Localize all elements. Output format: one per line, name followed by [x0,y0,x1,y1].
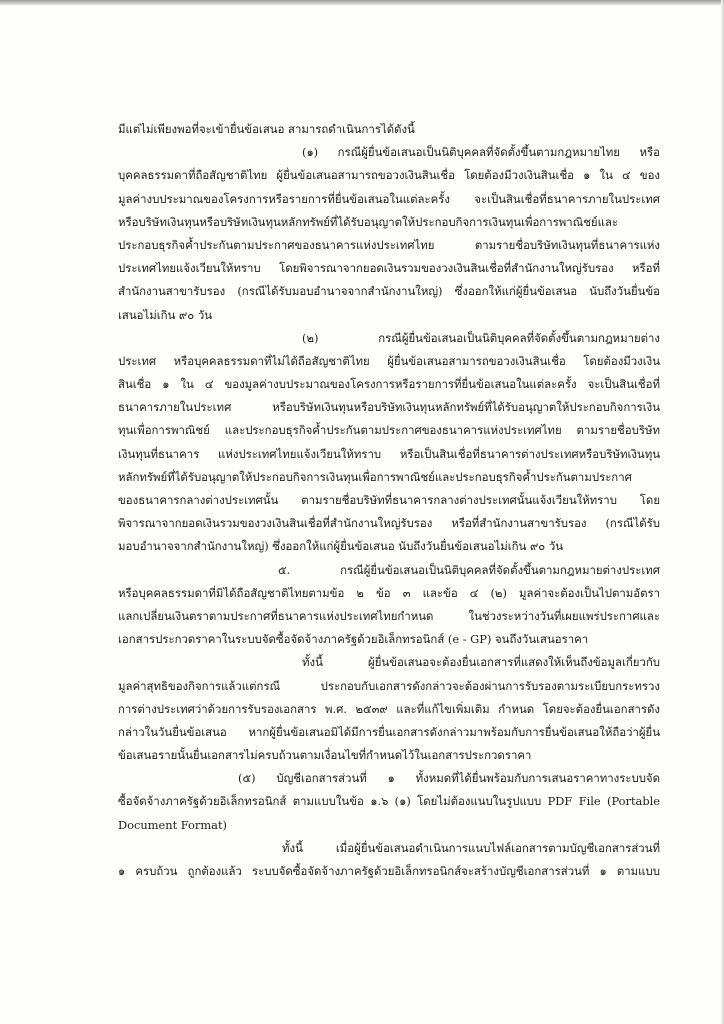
text-line: ประเทศ หรือบุคคลธรรมดาที่ไม่ได้ถือสัญชาติไทย ผู้ยื่นข้อเสนอสามารถขอวงเงินสินเชื่อ โดยต้องมีวงเงิน [118,353,660,368]
text-line: กล่าวในวันยื่นข้อเสนอ หากผู้ยื่นข้อเสนอมิได้มีการยื่นเอกสารดังกล่าวมาพร้อมกับการยื่นข้อเสนอให้ถือว่าผู้ยื่น [118,724,660,739]
text-line: สินเชื่อ ๑ ใน ๔ ของมูลค่างบประมาณของโครงการหรือรายการที่ยื่นข้อเสนอในแต่ละครั้ง จะเป็นสินเชื่อที่ [118,377,660,392]
text-line: บุคคลธรรมดาที่ถือสัญชาติไทย ผู้ยื่นข้อเสนอสามารถขอวงเงินสินเชื่อ โดยต้องมีวงเงินสินเชื่อ ๑ ใน ๔ ของ [118,168,660,183]
text-line: หรือบุคคลธรรมดาที่มิได้ถือสัญชาติไทยตามข้อ ๒ ข้อ ๓ และข้อ ๔ (๒) มูลค่าจะต้องเป็นไปตามอัตรา [118,585,660,600]
text-line: ของธนาคารกลางต่างประเทศนั้น ตามรายชื่อบริษัทที่ธนาคารกลางต่างประเทศนั้นแจ้งเวียนให้ทราบ โดย [118,493,660,507]
text-line: เงินทุนที่ธนาคาร แห่งประเทศไทยแจ้งเวียนให้ทราบ หรือเป็นสินเชื่อที่ธนาคารต่างประเทศหรือบริษัทเงินทุน [118,446,660,461]
text-line: ทั้งนี้ เมื่อผู้ยื่นข้อเสนอดำเนินการแนบไฟล์เอกสารตามบัญชีเอกสารส่วนที่ [282,840,660,855]
text-line: ทุนเพื่อการพาณิชย์ และประกอบธุรกิจค้ำประกันตามประกาศของธนาคารแห่งประเทศไทย ตามรายชื่อบริษัท [118,423,660,438]
text-line: ทั้งนี้ ผู้ยื่นข้อเสนอจะต้องยื่นเอกสารที่แสดงให้เห็นถึงข้อมูลเกี่ยวกับ [302,655,660,670]
document-body [118,118,660,883]
text-line: ซื้อจัดจ้างภาครัฐด้วยอิเล็กทรอนิกส์ ตามแบบในข้อ ๑.๖ (๑) โดยไม่ต้องแนบในรูปแบบ PDF File (Portable [118,794,660,809]
text-line: มูลค่างบประมาณของโครงการหรือรายการที่ยื่นข้อเสนอในแต่ละครั้ง จะเป็นสินเชื่อที่ธนาคารภายในประเทศ [118,191,660,206]
text-line: มีแต่ไม่เพียงพอที่จะเข้ายื่นข้อเสนอ สามารถดำเนินการได้ดังนี้ [118,122,415,136]
text-line: ๕. กรณีผู้ยื่นข้อเสนอเป็นนิติบุคคลที่จัดตั้งขึ้นตามกฎหมายต่างประเทศ [278,562,660,577]
text-line: แลกเปลี่ยนเงินตราตามประกาศที่ธนาคารแห่งประเทศไทยกำหนด ในช่วงระหว่างวันที่เผยแพร่ประกาศและ [118,608,660,623]
text-line: ธนาคารภายในประเทศ หรือบริษัทเงินทุนหรือบริษัทเงินทุนหลักทรัพย์ที่ได้รับอนุญาตให้ประกอบกิจการเงิน [118,400,660,415]
text-line: การต่างประเทศว่าด้วยการรับรองเอกสาร พ.ศ. ๒๕๓๙ และที่แก้ไขเพิ่มเติม กำหนด โดยจะต้องยื่นเอกสารดัง [118,701,660,716]
text-line: หลักทรัพย์ที่ได้รับอนุญาตให้ประกอบกิจการเงินทุนเพื่อการพาณิชย์และประกอบธุรกิจค้ำประกันตามประกาศ [118,469,632,484]
text-line: มูลค่าสุทธิของกิจการแล้วแต่กรณี ประกอบกับเอกสารดังกล่าวจะต้องผ่านการรับรองตามระเบียบกระทรวง [118,678,660,693]
text-line: เสนอไม่เกิน ๙๐ วัน [118,307,213,322]
text-line: พิจารณาจากยอดเงินรวมของวงเงินสินเชื่อที่สำนักงานใหญ่รับรอง หรือที่สำนักงานสาขารับรอง (กรณีได้รับ [118,516,660,531]
text-line: (๒) กรณีผู้ยื่นข้อเสนอเป็นนิติบุคคลที่จัดตั้งขึ้นตามกฎหมายต่าง [302,330,660,345]
text-line: (๕) บัญชีเอกสารส่วนที่ ๑ ทั้งหมดที่ได้ยื่นพร้อมกับการเสนอราคาทางระบบจัด [238,771,660,786]
text-line: ประเทศไทยแจ้งเวียนให้ทราบ โดยพิจารณาจากยอดเงินรวมของวงเงินสินเชื่อที่สำนักงานใหญ่รับรอง หรือที่ [118,261,660,276]
text-line: เอกสารประกวดราคาในระบบจัดซื้อจัดจ้างภาครัฐด้วยอิเล็กทรอนิกส์ (e - GP) จนถึงวันเสนอราคา [118,632,589,647]
scan-edge-shadow [0,0,724,5]
text-line: Document Format) [118,817,227,832]
text-line: มอบอำนาจจากสำนักงานใหญ่) ซึ่งออกให้แก่ผู้ยื่นข้อเสนอ นับถึงวันยื่นข้อเสนอไม่เกิน ๙๐ วัน [118,539,564,554]
text-line: (๑) กรณีผู้ยื่นข้อเสนอเป็นนิติบุคคลที่จัดตั้งขึ้นตามกฎหมายไทย หรือ [302,145,660,160]
text-line: หรือบริษัทเงินทุนหรือบริษัทเงินทุนหลักทรัพย์ที่ได้รับอนุญาตให้ประกอบกิจการเงินทุนเพื่อการพาณิชย์และ [118,214,619,229]
text-line: ประกอบธุรกิจค้ำประกันตามประกาศของธนาคารแห่งประเทศไทย ตามรายชื่อบริษัทเงินทุนที่ธนาคารแห่ง [118,237,660,252]
text-line: สำนักงานสาขารับรอง (กรณีได้รับมอบอำนาจจากสำนักงานใหญ่) ซึ่งออกให้แก่ผู้ยื่นข้อเสนอ นับถึงวันยื่นข้อ [118,284,660,299]
text-line: ข้อเสนอรายนั้นยื่นเอกสารไม่ครบถ้วนตามเงื่อนไขที่กำหนดไว้ในเอกสารประกวดราคา [118,748,532,763]
text-line: ๑ ครบถ้วน ถูกต้องแล้ว ระบบจัดซื้อจัดจ้างภาครัฐด้วยอิเล็กทรอนิกส์จะสร้างบัญชีเอกสารส่วนที่ ๑ ตามแบบ [118,864,660,878]
